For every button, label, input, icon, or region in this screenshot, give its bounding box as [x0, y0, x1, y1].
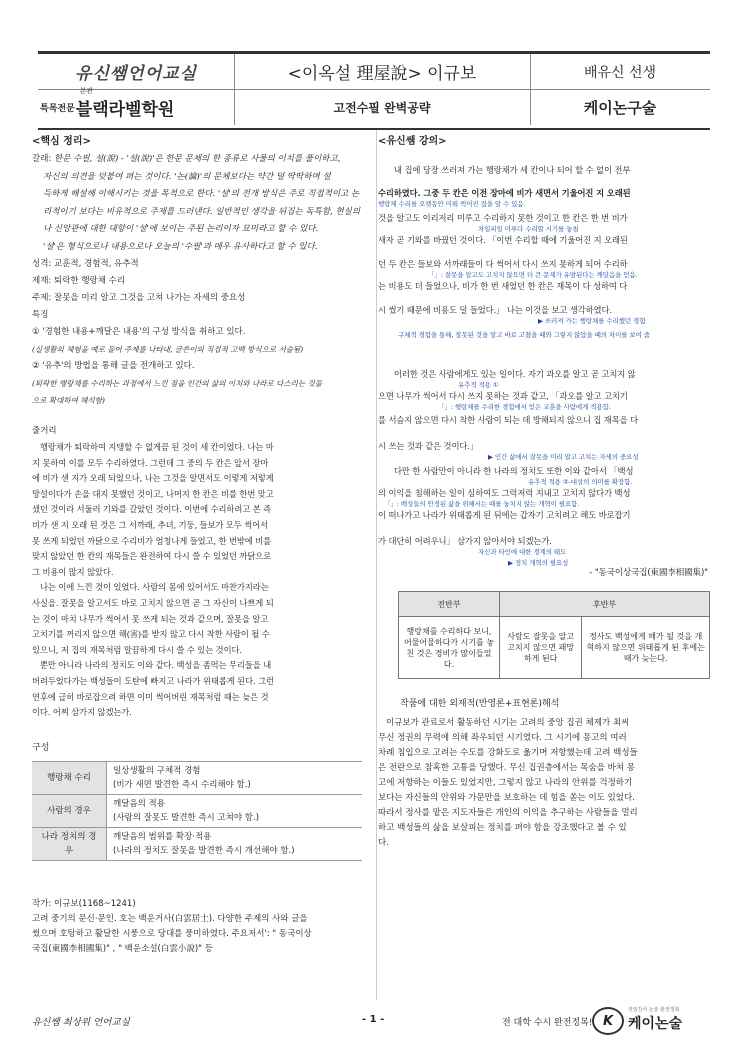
core-heading: <핵심 정리>	[32, 136, 91, 147]
genre-line-1: 한문 수필, 설(說) - '설(說)'은 한문 문체의 한 종류로 사물의 이치를 풀이하고,	[54, 154, 341, 164]
structure-row	[32, 761, 362, 794]
compare-right: 정사도 백성에게 해가 될 것을 개혁하지 않으면 위태롭게 된 후에는 때가 늦는다.	[582, 617, 710, 679]
lecture-line: 수리하였다. 그중 두 칸은 이전 장마에 비가 새면서 기울어진 지 오래된	[378, 188, 631, 198]
structure-row	[32, 794, 362, 827]
publisher-cell	[530, 90, 710, 125]
external-block	[378, 697, 714, 851]
summary-line: 고치기를 꺼리지 않으면 해(害)를 받지 않고 다시 착한 사람이 될 수	[32, 629, 270, 640]
source-citation: - "동국이상국집(東國李相國集)"	[589, 568, 708, 578]
external-line: 무신 정권의 무력에 의해 좌우되던 시기였다. 그 시기에 몽고의 여러	[378, 733, 627, 743]
academy-overline: 본관	[79, 87, 94, 95]
footer-left: 유신쌤 최상위 언어교실	[32, 1017, 130, 1028]
footer	[32, 1004, 722, 1040]
k-logo-icon	[592, 1007, 624, 1035]
structure-line-1: 깨달음의 범위를 확장·적용	[113, 831, 212, 842]
lecture-line: 이러한 것은 사람에게도 있는 일이다. 자기 과오를 알고 곧 고치지 않	[394, 369, 636, 379]
summary-line: 있으니, 저 집의 재목처럼 말끔하게 다시 쓸 수 있는 것이다.	[32, 644, 242, 655]
feature-2: ② '유추'의 방법을 통해 글을 전개하고 있다.	[32, 361, 195, 371]
feature-2-note-1: (퇴락한 행랑채를 수리하는 과정에서 느낀 점을 인간의 삶의 이치와 나라로 다스리는 것들	[32, 379, 322, 388]
header-row-1	[38, 54, 710, 90]
teacher-name: 배유신 선생	[583, 64, 657, 81]
structure-line-1: 깨달음의 적용	[113, 798, 165, 809]
margin-note: 유추적 적용 ①	[458, 381, 499, 389]
margin-note: 구체적 경험을 통해, 잘못된 것을 알고 바로 고쳤을 때와 그렇지 않았을 때의 차이를 보여 줌	[398, 331, 650, 339]
author-line: 고려 중기의 문신·문인. 호는 백운거사(白雲居士). 다양한 주제의 사와 글을	[32, 913, 308, 924]
external-line: 보다는 자신들의 안위와 가문만을 보호하는 데 힘을 쏟는 이도 있었다.	[378, 793, 635, 803]
structure-line-2: (사람의 잘못도 발견한 즉시 고쳐야 함.)	[113, 812, 260, 823]
academy-label: 특목전문	[40, 104, 75, 114]
header-table	[38, 51, 710, 130]
lecture-line: 다만 한 사람만이 아니라 한 나라의 정치도 또한 이와 같아서 「백성	[394, 466, 634, 476]
external-heading: 작품에 대한 외재적(반영론+표현론)해석	[400, 699, 560, 709]
lecture-line: 가 대단히 어려우니」 삼가지 않아서야 되겠는가.	[378, 536, 552, 546]
genre-line-2: 자신의 의견을 덧붙여 펴는 것이다. '논(論)'의 문체보다는 약간 덜 딱딱하며 설	[43, 171, 331, 182]
summary-label: 줄거리	[32, 426, 57, 436]
academy-name-wrap	[75, 87, 175, 120]
margin-note: ▶ 인간 삶에서 잘못을 미리 알고 고치는 자세의 중요성	[488, 453, 639, 461]
features-label: 특징	[32, 310, 49, 320]
summary-line: 버려두었다가는 백성들이 도탄에 빠지고 나라가 위태롭게 된다. 그런	[32, 675, 274, 686]
lecture-line: 이 떠나가고 나라가 위태롭게 된 뒤에는 갑자기 고치려고 해도 바로잡기	[378, 510, 631, 520]
genre-line-4: 리적이기 보다는 비유적으로 주제를 드러낸다. 일반적인 생각을 뒤집는 독특함, 현실의	[43, 206, 361, 217]
author-label: 작가: 이규보(1168~1241)	[32, 898, 136, 909]
margin-note: 「」: 잘못을 알고도 고치지 않으면 더 큰 문제가 유발된다는 깨달음을 얻음.	[428, 271, 638, 279]
structure-row-desc	[107, 761, 363, 794]
summary-line: 에 비가 샌 지가 오래 되었으나, 나는 그것을 알면서도 이렇게 저렇게	[32, 473, 274, 484]
lecture-line: 으면 나무가 썩어서 다시 쓰지 못하는 것과 같고, 「과오를 알고 고치기	[378, 391, 628, 401]
class-name-cell	[38, 54, 235, 89]
margin-note: 「」: 행랑채를 수리한 경험에서 얻은 교훈을 사람에게 적용함.	[438, 403, 611, 411]
margin-note: ▶ 정치 개혁의 필요성	[508, 559, 569, 567]
summary-line: 연후에 급히 바로잡으려 하면 이미 썩어버린 재목처럼 때는 늦은 것	[32, 691, 269, 702]
lecture-line: 의 이익을 침해하는 일이 심하여도 그럭저럭 지내고 고치지 않다가 백성	[378, 488, 631, 498]
structure-label: 구성	[32, 742, 50, 753]
external-line: 이규보가 관료로서 활동하던 시기는 고려의 중앙 집권 체제가 최씨	[386, 718, 630, 728]
title-cell	[234, 54, 531, 89]
lecture-line: 것을 알고도 이리저리 미루고 수리하지 못한 것이고 한 칸은 한 번 비가	[378, 213, 628, 223]
compare-head-back: 후반부	[500, 592, 710, 617]
lecture-line: 를 서슴지 않으면 다시 착한 사람이 되는 데 방해되지 않으니 집 재목을 다	[378, 415, 638, 425]
lecture-p1	[378, 163, 714, 339]
feature-1-note: (실생활의 체험을 예로 들어 주제를 나타내, 글쓴이의 직접적 고백 방식으로 서술됨)	[32, 345, 304, 354]
summary-line: 이다. 어찌 삼가지 않겠는가.	[32, 707, 132, 718]
summary-line: 는 것이 마치 나무가 썩어서 못 쓰게 되는 것과 같으며, 잘못을 알고	[32, 613, 269, 624]
structure-table	[32, 761, 362, 861]
page-title: <이옥설 理屋說> 이규보	[287, 64, 477, 84]
column-divider	[376, 130, 377, 1000]
summary-line: 망설이다가 손을 대지 못했던 것이고, 나머지 한 칸은 비를 한번 맞고	[32, 488, 274, 499]
left-column	[32, 133, 372, 957]
margin-note: ▶ 쓰러져 가는 행랑채를 수리했던 경험	[538, 317, 646, 325]
subtitle-cell	[234, 90, 531, 125]
external-line: 은 전란으로 참혹한 고통을 당했다. 무신 집권층에서는 목숨을 바쳐 몽	[378, 763, 635, 773]
lecture-line: 시 썼기 때문에 비용도 덜 들었다.」 나는 이것을 보고 생각하였다.	[378, 305, 612, 315]
margin-note: 「」: 백성들의 안정된 삶을 위해서는 때를 놓치지 않는 개혁이 필요함.	[384, 500, 580, 508]
summary-line: 행랑채가 퇴락하여 지탱할 수 없게끔 된 것이 세 칸이었다. 나는 마	[40, 442, 274, 452]
header-row-2	[38, 87, 710, 125]
structure-line-2: (나라의 정치도 잘못을 발견한 즉시 개선해야 함.)	[113, 845, 295, 856]
summary-line: 샜던 것이라 서둘러 기와를 갈았던 것이다. 이번에 수리하려고 본 즉	[32, 504, 272, 515]
author-line: 국집(東國李相國集)" , " 백운소설(白雲小說)" 등	[32, 943, 213, 954]
compare-head-front: 전반부	[399, 592, 500, 617]
logo-text: 케이논술	[628, 1016, 683, 1032]
structure-row-desc	[107, 794, 363, 827]
subtitle: 고전수필 완벽공략	[333, 101, 431, 115]
structure-line-2: (비가 새면 발견한 즉시 수리해야 함.)	[113, 779, 251, 790]
genre-block	[32, 151, 372, 256]
right-column	[378, 133, 714, 851]
nature: 성격: 교훈적, 경험적, 유추적	[32, 259, 139, 269]
compare-front: 행랑채를 수리하다 보니, 어물어물하다가 시기를 놓친 것은 경비가 많이들었다.	[399, 617, 500, 679]
comparison-table	[398, 591, 710, 679]
lecture-heading: <유신쌤 강의>	[378, 136, 447, 147]
lecture-line: 새자 곧 기와를 바꿨던 것이다. 「이번 수리할 때에 기울어진 지 오래된	[378, 235, 628, 245]
structure-row-label: 나라 정치의 경우	[32, 827, 107, 860]
external-line: 따라서 정사를 맡은 지도자들은 개인의 이익을 추구하는 사람들을 멀리	[378, 808, 638, 818]
summary-line: 그 비용이 많지 않았다.	[32, 566, 114, 577]
author-line: 썼으며 호탕하고 활달한 시풍으로 당대를 풍미하였다. 주요저서': " 동국이상	[32, 928, 312, 939]
external-line: 차례 침입으로 고려는 수도를 강화도로 옮기며 저항했는데 고려 백성들	[378, 748, 638, 758]
structure-row-label: 사람의 경우	[32, 794, 107, 827]
external-line: 고에 저항하는 이들도 있었지만, 그렇지 않고 나라의 안위를 걱정하기	[378, 778, 633, 788]
academy-name: 블랙라벨학원	[75, 100, 175, 120]
external-line: 다.	[378, 838, 389, 848]
theme: 주제: 잘못을 미리 알고 그것을 고쳐 나가는 자세의 중요성	[32, 293, 246, 303]
genre-label: 갈래:	[32, 154, 52, 164]
margin-note: 차일피일 미루다 수리할 시기를 놓침	[478, 225, 579, 233]
external-line: 하고 백성들의 삶을 보살피는 정치를 펴야 함을 강조했다고 볼 수 있	[378, 823, 627, 833]
lecture-line: 는 비용도 더 들었으나, 비가 한 번 새었던 한 칸은 재목이 다 성하여 다	[378, 281, 628, 291]
summary-line: 비가 샌 지 오래 된 것은 그 서까래, 추녀, 기둥, 들보가 모두 썩어서	[32, 519, 268, 530]
structure-line-1: 일상생활의 구체적 경험	[113, 765, 201, 776]
page-number: - 1 -	[362, 1014, 385, 1025]
academy-cell	[38, 87, 235, 125]
margin-note: 행랑채 수리를 오랫동안 미뤄 썩어진 집을 알 수 있음.	[378, 200, 526, 208]
structure-row-label: 행랑채 수리	[32, 761, 107, 794]
summary-line: 뿐만 아니라 나라의 정치도 이와 같다. 백성을 좀먹는 무리들을 내	[40, 660, 272, 671]
logo-small: 전임강사 논술 완전정복	[628, 1007, 680, 1013]
margin-note: 유추적 적용 ②-대상의 의미를 확장함.	[528, 478, 633, 486]
summary-line: 맞지 않았던 한 칸의 재목들은 완전하여 다시 쓸 수 있었던 까닭으로	[32, 551, 272, 562]
structure-row	[32, 827, 362, 860]
genre-line-6: '설'은 형식으로나 내용으로나 오늘의 '수필'과 매우 유사하다고 할 수 있다.	[43, 241, 318, 252]
publisher: 케이논구술	[583, 99, 657, 117]
genre-line-3: 득하게 해설해 이해시키는 것을 목적으로 한다. '설'의 전개 방식은 주로 직접적이고 논	[43, 189, 360, 199]
class-name: 유신쌤언어교실	[75, 64, 197, 84]
lecture-p2	[378, 367, 714, 461]
genre-line-5: 나 신앙관에 대한 대항이 '설'에 보이는 주된 논리이자 묘미라고 할 수 있다.	[43, 224, 319, 234]
material: 제재: 퇴락한 행랑채 수리	[32, 276, 126, 286]
lecture-line: 시 쓰는 것과 같은 것이다.」	[378, 441, 479, 451]
summary-line: 지 못하여 이를 모두 수리하였다. 그런데 그 중의 두 칸은 앞서 장마	[32, 457, 269, 468]
structure-row-desc	[107, 827, 363, 860]
compare-middle: 사람도 잘못을 알고 고치지 않으면 패망하게 된다	[500, 617, 582, 679]
footer-slogan: 전 대학 수시 완전정복!	[502, 1018, 593, 1028]
teacher-cell	[530, 54, 710, 89]
author-block	[32, 897, 372, 957]
summary-line: 나는 이에 느낀 것이 있었다. 사람의 몸에 있어서도 마찬가지라는	[40, 582, 269, 593]
feature-2-note-2: 으로 확대하여 해석함)	[32, 396, 105, 405]
summary-line: 사실을. 잘못을 알고서도 바로 고치지 않으면 곧 그 자신이 나쁘게 되	[32, 597, 274, 608]
lecture-line: 내 집에 당장 쓰러져 가는 행랑채가 세 칸이나 되어 할 수 없이 전부	[394, 165, 631, 175]
summary-line: 못 쓰게 되었던 까닭으로 수리비가 엄청나게 들었고, 한 번밖에 비를	[32, 535, 272, 546]
feature-1: ① '경험한 내용+깨달은 내용'의 구성 방식을 취하고 있다.	[32, 327, 246, 337]
logo-mark: K	[602, 1013, 614, 1029]
lecture-p3	[378, 464, 714, 579]
summary	[32, 440, 372, 721]
margin-note: 자신과 타인에 대한 경계의 태도	[478, 548, 567, 556]
lecture-line: 던 두 칸은 들보와 서까래들이 다 썩어서 다시 쓰지 못하게 되어 수리하	[378, 259, 628, 269]
